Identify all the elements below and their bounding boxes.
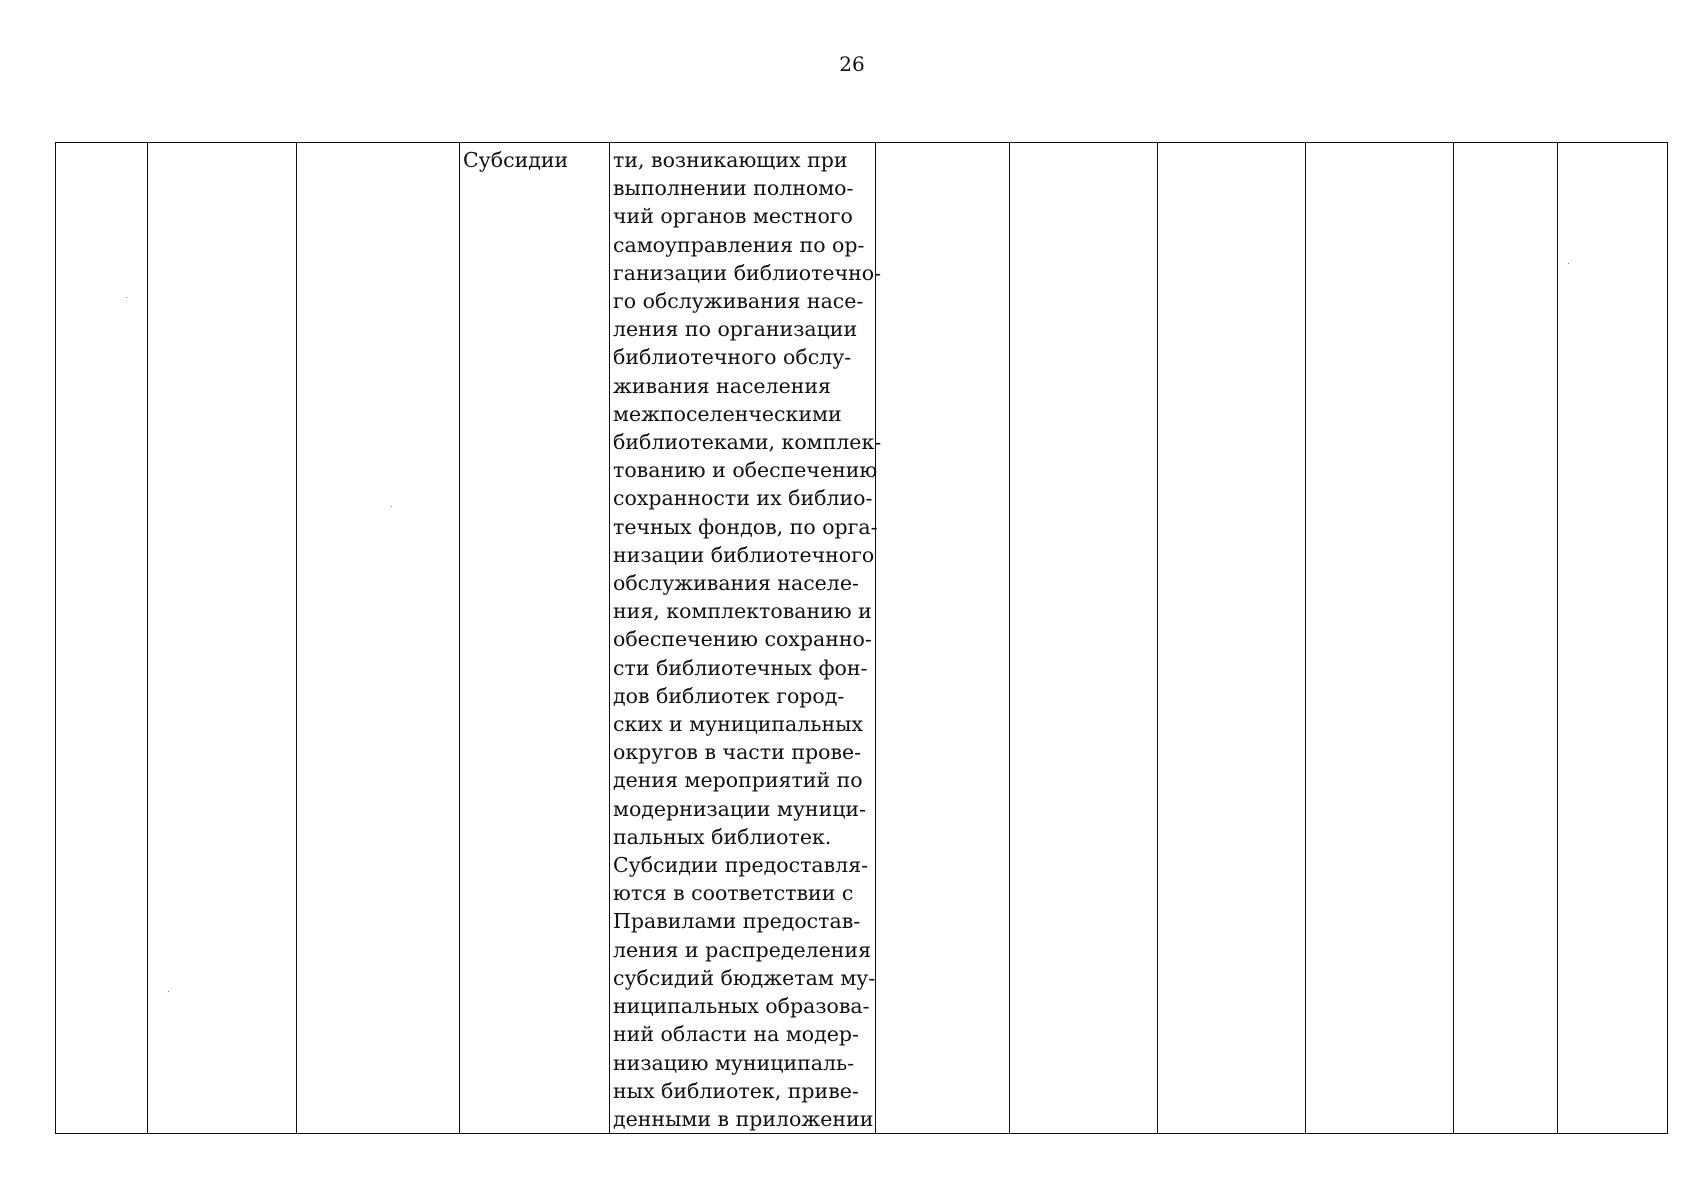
description-line: пальных библиотек. xyxy=(613,824,832,849)
description-line: модернизации муници- xyxy=(613,796,867,821)
page-number: 26 xyxy=(839,52,865,76)
description-line: живания населения xyxy=(613,373,831,398)
description-line: ских и муниципальных xyxy=(613,712,864,737)
scan-speck xyxy=(126,297,127,298)
description-line: денными в приложении xyxy=(613,1106,874,1131)
scan-speck xyxy=(168,991,169,992)
document-table xyxy=(55,142,1668,1134)
description-line: субсидий бюджетам му- xyxy=(613,965,876,990)
table-cell-col4 xyxy=(460,143,610,1134)
table-cell-col6 xyxy=(876,143,1010,1134)
description-line: ний области на модер- xyxy=(613,1022,859,1047)
scan-speck xyxy=(1568,263,1569,264)
description-line: межпоселенческими xyxy=(613,401,842,426)
description-line: Правилами предостав- xyxy=(613,909,861,934)
description-line: библиотечного обслу- xyxy=(613,345,852,370)
description-line: ниципальных образова- xyxy=(613,994,870,1019)
table-cell-col7 xyxy=(1010,143,1158,1134)
description-line: сти библиотечных фон- xyxy=(613,655,868,680)
table-cell-col2 xyxy=(148,143,297,1134)
table-cell-col8 xyxy=(1158,143,1306,1134)
description-line: выполнении полномо- xyxy=(613,176,854,201)
description-line: библиотеками, комплек- xyxy=(613,430,882,455)
cell-description-text xyxy=(610,143,882,1133)
table-cell-col10 xyxy=(1454,143,1558,1134)
description-line: тованию и обеспечению xyxy=(613,458,878,483)
description-line: низацию муниципаль- xyxy=(613,1050,855,1075)
description-line: ных библиотек, приве- xyxy=(613,1078,859,1103)
description-line: обеспечению сохранно- xyxy=(613,627,872,652)
description-line: ния, комплектованию и xyxy=(613,599,872,624)
description-line: течных фондов, по орга- xyxy=(613,514,878,539)
table-cell-col3 xyxy=(297,143,460,1134)
description-line: дов библиотек город- xyxy=(613,683,845,708)
description-line: чий органов местного xyxy=(613,204,853,229)
description-line: самоуправления по ор- xyxy=(613,232,865,257)
cell-subsidy-label: Субсидии xyxy=(463,148,569,172)
description-line: ления и распределения xyxy=(613,937,872,962)
scan-speck xyxy=(391,506,392,507)
description-line: округов в части прове- xyxy=(613,740,862,765)
table-cell-col1 xyxy=(56,143,148,1134)
table-cell-col11 xyxy=(1558,143,1668,1134)
table-cell-col5 xyxy=(610,143,882,1134)
description-line: обслуживания населе- xyxy=(613,571,859,596)
description-line: низации библиотечного xyxy=(613,542,875,567)
description-line: Субсидии предоставля- xyxy=(613,853,869,878)
description-line: ти, возникающих при xyxy=(613,148,848,172)
description-line: сохранности их библио- xyxy=(613,486,873,511)
description-line: ления по организации xyxy=(613,317,858,342)
table-row xyxy=(56,143,1668,1134)
description-line: дения мероприятий по xyxy=(613,768,863,793)
description-line: ганизации библиотечно- xyxy=(613,260,882,285)
description-line: го обслуживания насе- xyxy=(613,289,864,314)
description-line: ются в соответствии с xyxy=(613,881,854,906)
table-cell-col9 xyxy=(1306,143,1454,1134)
